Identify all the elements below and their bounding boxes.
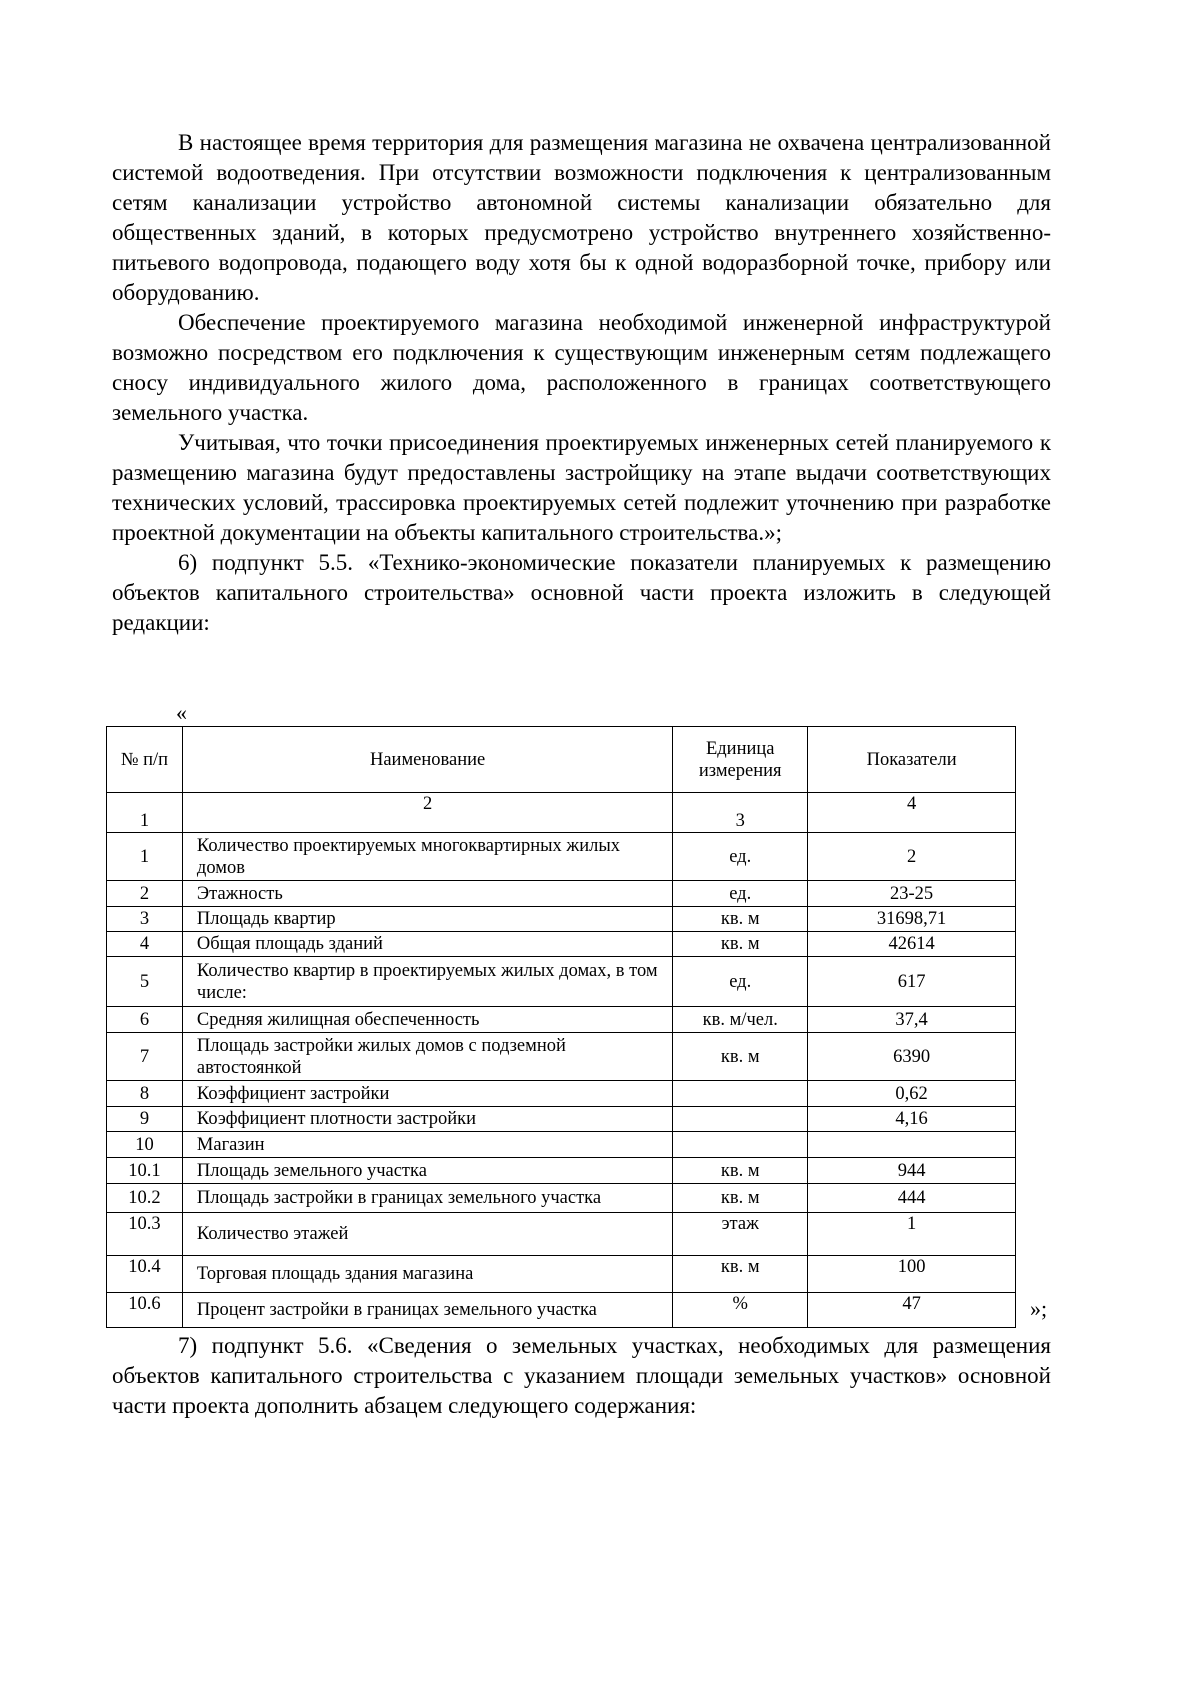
row-number-cell: 4 bbox=[107, 932, 183, 957]
paragraph: 7) подпункт 5.6. «Сведения о земельных участках, необходимых для размещения объектов капитального строительства с указанием площади земельных участков» основной части проекта дополнить абзацем следующего содержания: bbox=[112, 1333, 1051, 1418]
value-cell bbox=[808, 1132, 1016, 1158]
header-cell: Наименование bbox=[182, 727, 672, 793]
indicators-table bbox=[106, 726, 1016, 1328]
body-text-top bbox=[112, 128, 1051, 638]
name-cell: Количество проектируемых многоквартирных жилых домов bbox=[182, 833, 672, 881]
value-cell: 100 bbox=[808, 1256, 1016, 1293]
unit-cell: ед. bbox=[673, 833, 808, 881]
unit-cell: ед. bbox=[673, 881, 808, 907]
numbering-cell: 3 bbox=[673, 793, 808, 833]
numbering-cell: 1 bbox=[107, 793, 183, 833]
row-number-cell: 6 bbox=[107, 1007, 183, 1033]
paragraph: 6) подпункт 5.5. «Технико-экономические показатели планируемых к размещению объектов капитального строительства» основной части проекта изложить в следующей редакции: bbox=[112, 550, 1051, 635]
table-row bbox=[107, 1293, 1016, 1328]
table-row bbox=[107, 907, 1016, 932]
row-number-cell: 5 bbox=[107, 957, 183, 1007]
table-row bbox=[107, 1158, 1016, 1184]
row-number-cell: 8 bbox=[107, 1081, 183, 1107]
table-row bbox=[107, 932, 1016, 957]
unit-cell: кв. м bbox=[673, 932, 808, 957]
name-cell: Площадь квартир bbox=[182, 907, 672, 932]
header-cell: № п/п bbox=[107, 727, 183, 793]
table-row bbox=[107, 1007, 1016, 1033]
value-cell: 23-25 bbox=[808, 881, 1016, 907]
paragraph: Обеспечение проектируемого магазина необходимой инженерной инфраструктурой возможно посредством его подключения к существующим инженерным сетям подлежащего сносу индивидуального жилого дома, расположенного в границах соответствующего земельного участка. bbox=[112, 310, 1051, 425]
numbering-cell: 2 bbox=[182, 793, 672, 833]
row-number-cell: 10.4 bbox=[107, 1256, 183, 1293]
unit-cell: кв. м bbox=[673, 1184, 808, 1213]
unit-cell: кв. м bbox=[673, 1158, 808, 1184]
value-cell: 617 bbox=[808, 957, 1016, 1007]
table-header-row bbox=[107, 727, 1016, 793]
name-cell: Площадь застройки в границах земельного участка bbox=[182, 1184, 672, 1213]
value-cell: 31698,71 bbox=[808, 907, 1016, 932]
value-cell: 1 bbox=[808, 1213, 1016, 1256]
name-cell: Количество квартир в проектируемых жилых домах, в том числе: bbox=[182, 957, 672, 1007]
row-number-cell: 3 bbox=[107, 907, 183, 932]
table-row bbox=[107, 1081, 1016, 1107]
name-cell: Площадь застройки жилых домов с подземной автостоянкой bbox=[182, 1033, 672, 1081]
value-cell: 42614 bbox=[808, 932, 1016, 957]
value-cell: 37,4 bbox=[808, 1007, 1016, 1033]
header-cell: Единица измерения bbox=[673, 727, 808, 793]
value-cell: 4,16 bbox=[808, 1107, 1016, 1132]
value-cell: 444 bbox=[808, 1184, 1016, 1213]
value-cell: 944 bbox=[808, 1158, 1016, 1184]
name-cell: Общая площадь зданий bbox=[182, 932, 672, 957]
name-cell: Этажность bbox=[182, 881, 672, 907]
value-cell: 2 bbox=[808, 833, 1016, 881]
table-row bbox=[107, 957, 1016, 1007]
table-row bbox=[107, 881, 1016, 907]
paragraph: В настоящее время территория для размещения магазина не охвачена централизованной системой водоотведения. При отсутствии возможности подключения к централизованным сетям канализации устройство автономной системы канализации обязательно для общественных зданий, в которых предусмотрено устройство внутреннего хозяйственно-питьевого водопровода, подающего воду хотя бы к одной водоразборной точке, прибору или оборудованию. bbox=[112, 130, 1051, 305]
row-number-cell: 2 bbox=[107, 881, 183, 907]
unit-cell: ед. bbox=[673, 957, 808, 1007]
table-row bbox=[107, 1213, 1016, 1256]
name-cell: Магазин bbox=[182, 1132, 672, 1158]
row-number-cell: 10 bbox=[107, 1132, 183, 1158]
quote-close: »; bbox=[1030, 1296, 1048, 1321]
row-number-cell: 10.3 bbox=[107, 1213, 183, 1256]
unit-cell bbox=[673, 1107, 808, 1132]
name-cell: Коэффициент плотности застройки bbox=[182, 1107, 672, 1132]
value-cell: 0,62 bbox=[808, 1081, 1016, 1107]
unit-cell bbox=[673, 1132, 808, 1158]
row-number-cell: 7 bbox=[107, 1033, 183, 1081]
unit-cell: кв. м bbox=[673, 1256, 808, 1293]
row-number-cell: 9 bbox=[107, 1107, 183, 1132]
unit-cell: % bbox=[673, 1293, 808, 1328]
table-row bbox=[107, 1256, 1016, 1293]
value-cell: 47 bbox=[808, 1293, 1016, 1328]
quote-open: « bbox=[176, 700, 187, 725]
table-numbering-row bbox=[107, 793, 1016, 833]
header-cell: Показатели bbox=[808, 727, 1016, 793]
body-text-bottom bbox=[112, 1331, 1051, 1421]
unit-cell bbox=[673, 1081, 808, 1107]
table-row bbox=[107, 833, 1016, 881]
table-row bbox=[107, 1033, 1016, 1081]
row-number-cell: 10.6 bbox=[107, 1293, 183, 1328]
name-cell: Процент застройки в границах земельного участка bbox=[182, 1293, 672, 1328]
numbering-cell: 4 bbox=[808, 793, 1016, 833]
name-cell: Количество этажей bbox=[182, 1213, 672, 1256]
unit-cell: этаж bbox=[673, 1213, 808, 1256]
name-cell: Торговая площадь здания магазина bbox=[182, 1256, 672, 1293]
name-cell: Площадь земельного участка bbox=[182, 1158, 672, 1184]
unit-cell: кв. м bbox=[673, 907, 808, 932]
table-row bbox=[107, 1107, 1016, 1132]
value-cell: 6390 bbox=[808, 1033, 1016, 1081]
row-number-cell: 10.2 bbox=[107, 1184, 183, 1213]
paragraph: Учитывая, что точки присоединения проектируемых инженерных сетей планируемого к размещению магазина будут предоставлены застройщику на этапе выдачи соответствующих технических условий, трассировка проектируемых сетей подлежит уточнению при разработке проектной документации на объекты капитального строительства.»; bbox=[112, 430, 1051, 545]
table-row bbox=[107, 1184, 1016, 1213]
row-number-cell: 10.1 bbox=[107, 1158, 183, 1184]
unit-cell: кв. м bbox=[673, 1033, 808, 1081]
unit-cell: кв. м/чел. bbox=[673, 1007, 808, 1033]
row-number-cell: 1 bbox=[107, 833, 183, 881]
name-cell: Коэффициент застройки bbox=[182, 1081, 672, 1107]
name-cell: Средняя жилищная обеспеченность bbox=[182, 1007, 672, 1033]
table-row bbox=[107, 1132, 1016, 1158]
